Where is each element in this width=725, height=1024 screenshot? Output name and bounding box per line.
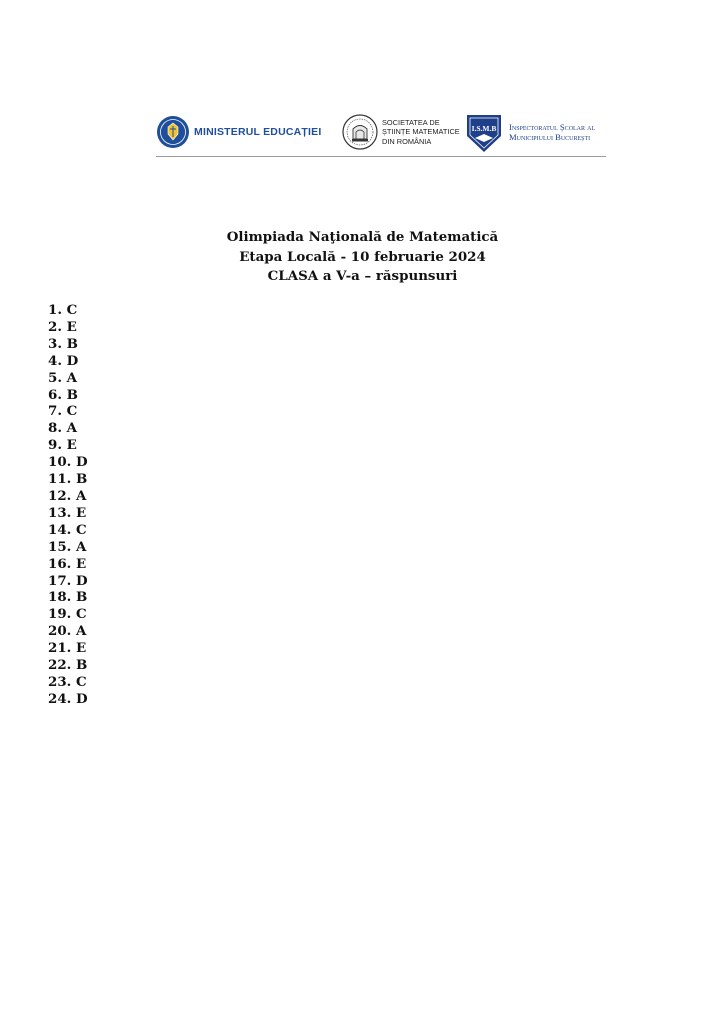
answer-letter: B xyxy=(75,471,88,488)
answer-list xyxy=(48,302,88,708)
answer-letter: C xyxy=(75,673,87,690)
answer-letter: C xyxy=(75,606,87,623)
answer-letter: A xyxy=(75,623,87,640)
answer-number: 8. xyxy=(48,420,62,437)
answer-item xyxy=(48,454,88,471)
ssm-logo-line: DIN ROMÂNIA xyxy=(382,136,432,146)
answer-number: 7. xyxy=(48,403,62,420)
ismb-badge-text: I.S.M.B xyxy=(471,124,497,133)
answer-number: 3. xyxy=(48,335,62,352)
answer-letter: A xyxy=(66,420,78,437)
answer-item xyxy=(48,403,88,420)
answer-letter: B xyxy=(75,589,88,606)
answer-number: 6. xyxy=(48,386,62,403)
answer-number: 10. xyxy=(48,454,72,471)
document-title-block xyxy=(0,228,725,287)
answer-number: 21. xyxy=(48,640,72,657)
answer-letter: E xyxy=(66,437,77,454)
answer-number: 24. xyxy=(48,690,72,707)
answer-letter: C xyxy=(66,302,78,318)
answer-item xyxy=(48,674,88,691)
answer-letter: D xyxy=(75,572,88,589)
header-divider xyxy=(156,156,606,157)
answer-item xyxy=(48,573,88,590)
answer-letter: B xyxy=(66,386,78,403)
answer-number: 2. xyxy=(48,318,62,335)
answer-number: 9. xyxy=(48,437,62,454)
answer-number: 1. xyxy=(48,302,62,318)
header-logos xyxy=(156,110,606,158)
answer-item xyxy=(48,471,88,488)
answer-number: 23. xyxy=(48,673,72,690)
answer-item xyxy=(48,437,88,454)
ssm-seal-icon xyxy=(342,112,378,152)
title-line: Etapa Locală - 10 februarie 2024 xyxy=(239,248,486,265)
answer-item xyxy=(48,370,88,387)
answer-letter: B xyxy=(75,657,88,674)
answer-item xyxy=(48,691,88,708)
answer-item xyxy=(48,589,88,606)
ministry-seal-icon xyxy=(156,115,190,149)
answer-letter: A xyxy=(75,487,87,504)
ssm-logo-text xyxy=(382,118,460,147)
answer-item xyxy=(48,353,88,370)
ismb-logo-text xyxy=(509,122,595,143)
title-line: Olimpiada Naţională de Matematică xyxy=(226,229,499,245)
answer-item xyxy=(48,302,88,319)
answer-number: 14. xyxy=(48,521,72,538)
ssm-logo-line: ȘTIINȚE MATEMATICE xyxy=(382,127,460,137)
ministry-logo-text: MINISTERUL EDUCAȚIEI xyxy=(194,126,322,138)
answer-item xyxy=(48,556,88,573)
answer-letter: D xyxy=(75,454,88,471)
answer-letter: D xyxy=(66,352,79,369)
answer-number: 13. xyxy=(48,504,72,521)
answer-item xyxy=(48,606,88,623)
answer-letter: A xyxy=(75,538,87,555)
answer-letter: A xyxy=(66,369,78,386)
ismb-logo-line: Municipiului București xyxy=(509,132,591,142)
answer-number: 15. xyxy=(48,538,72,555)
answer-number: 20. xyxy=(48,623,72,640)
answer-letter: E xyxy=(66,318,77,335)
answer-item xyxy=(48,319,88,336)
answer-item xyxy=(48,387,88,404)
answer-item xyxy=(48,522,88,539)
answer-number: 11. xyxy=(48,471,72,488)
ministry-logo xyxy=(156,110,321,154)
answer-letter: E xyxy=(75,504,87,521)
answer-number: 4. xyxy=(48,352,62,369)
answer-letter: D xyxy=(75,690,88,707)
answer-letter: E xyxy=(75,640,87,657)
answer-item xyxy=(48,336,88,353)
answer-letter: E xyxy=(75,555,87,572)
answer-item xyxy=(48,623,88,640)
ismb-logo-line: Inspectoratul Școlar al xyxy=(509,121,596,132)
answer-number: 12. xyxy=(48,487,72,504)
answer-item xyxy=(48,657,88,674)
answer-number: 5. xyxy=(48,369,62,386)
answer-number: 17. xyxy=(48,572,72,589)
answer-number: 22. xyxy=(48,657,72,674)
answer-number: 16. xyxy=(48,555,72,572)
ssm-logo xyxy=(342,110,460,154)
ismb-logo xyxy=(464,110,595,154)
ismb-shield-icon xyxy=(464,112,504,152)
answer-item xyxy=(48,420,88,437)
answer-item xyxy=(48,505,88,522)
answer-item xyxy=(48,640,88,657)
answer-number: 18. xyxy=(48,589,72,606)
title-line: CLASA a V-a – răspunsuri xyxy=(267,268,458,284)
answer-letter: C xyxy=(75,521,87,538)
answer-letter: B xyxy=(66,335,78,352)
answer-number: 19. xyxy=(48,606,72,623)
ssm-logo-line: SOCIETATEA DE xyxy=(382,117,440,127)
answer-item xyxy=(48,488,88,505)
answer-item xyxy=(48,539,88,556)
answer-letter: C xyxy=(66,403,78,420)
